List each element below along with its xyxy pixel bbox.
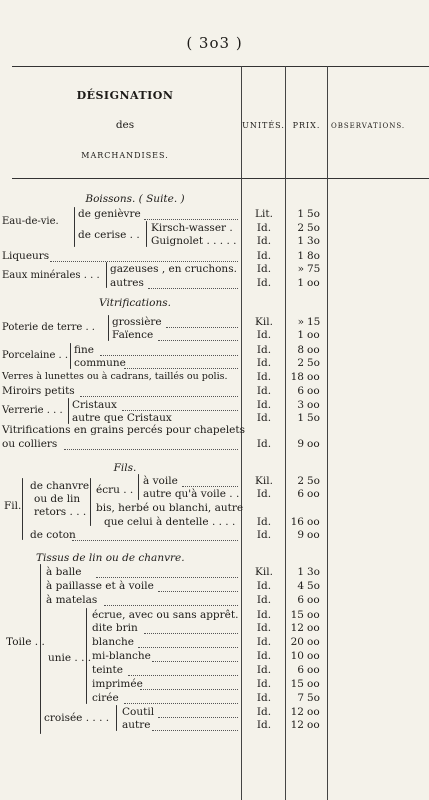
price-francs: 12 — [290, 622, 304, 634]
leader-dots — [158, 340, 238, 341]
price-francs: 18 — [290, 371, 304, 383]
price-francs: 6 — [297, 664, 304, 676]
section-fils: Fils. — [113, 462, 137, 474]
row-unit: Lit. — [255, 208, 273, 220]
row-price — [286, 678, 328, 690]
leader-dots — [64, 449, 238, 450]
row-unit: Id. — [256, 609, 272, 621]
row-price — [286, 580, 328, 592]
page-number: ( 3o3 ) — [186, 34, 243, 52]
price-centimes: 3o — [307, 235, 321, 247]
price-centimes: oo — [307, 488, 320, 500]
price-centimes: oo — [307, 594, 320, 606]
price-centimes: oo — [307, 609, 320, 621]
price-francs: 7 — [297, 692, 304, 704]
row-label: ou colliers — [2, 438, 58, 450]
price-centimes: oo — [307, 650, 320, 662]
price-francs: » — [297, 263, 304, 275]
row-label: Kirsch-wasser . — [151, 222, 233, 234]
row-label: à balle — [46, 566, 82, 578]
group-croisee: croisée . . . . — [44, 712, 110, 724]
price-centimes: 75 — [307, 263, 321, 275]
price-centimes: 15 — [307, 316, 321, 328]
brace-verrerie — [68, 398, 69, 424]
price-centimes: oo — [307, 438, 320, 450]
row-label: que celui à dentelle . . . . — [104, 516, 236, 528]
price-francs: » — [297, 316, 304, 328]
price-centimes: 5o — [307, 412, 321, 424]
group-ou-de-lin: ou de lin — [34, 493, 81, 505]
row-price — [286, 399, 328, 411]
row-price — [286, 371, 328, 383]
group-de-chanvre: de chanvre — [30, 480, 90, 492]
price-francs: 1 — [297, 329, 304, 341]
row-unit: Id. — [256, 622, 272, 634]
price-francs: 1 — [297, 566, 304, 578]
row-label: dite brin — [92, 622, 138, 634]
leader-dots — [152, 661, 238, 662]
row-label: Liqueurs — [2, 250, 50, 262]
row-label: autre que Cristaux — [72, 412, 172, 424]
price-centimes: oo — [307, 344, 320, 356]
brace-croisee — [116, 705, 117, 731]
row-unit: Kil. — [255, 316, 273, 328]
price-francs: 1 — [297, 412, 304, 424]
row-label: gazeuses , en cruchons. — [110, 263, 237, 275]
group-porcelaine: Porcelaine . . — [2, 350, 69, 361]
leader-dots — [96, 577, 238, 578]
row-unit: Id. — [256, 385, 272, 397]
leader-dots — [182, 486, 238, 487]
brace-poterie — [108, 315, 109, 341]
price-francs: 10 — [290, 650, 304, 662]
price-centimes: oo — [307, 678, 320, 690]
price-francs: 9 — [297, 529, 304, 541]
row-unit: Id. — [256, 222, 272, 234]
group-unie: unie . . . — [48, 652, 92, 664]
row-price — [286, 706, 328, 718]
row-price — [286, 719, 328, 731]
group-fil: Fil. — [4, 500, 22, 512]
price-francs: 1 — [297, 208, 304, 220]
row-price — [286, 516, 328, 528]
group-eau-de-vie: Eau-de-vie. — [2, 216, 59, 227]
row-price — [286, 664, 328, 676]
leader-dots — [144, 219, 238, 220]
row-label: bis, herbé ou blanchi, autre — [96, 502, 244, 514]
group-verrerie: Verrerie . . . — [2, 405, 63, 416]
row-unit: Id. — [256, 706, 272, 718]
row-label: à matelas — [46, 594, 98, 606]
row-unit: Kil. — [255, 475, 273, 487]
row-label: mi-blanche — [92, 650, 151, 662]
row-price — [286, 385, 328, 397]
row-price — [286, 316, 328, 328]
header-marchandises: MARCHANDISES. — [81, 151, 169, 160]
price-centimes: oo — [307, 385, 320, 397]
row-label: autre qu'à voile . . — [143, 488, 240, 500]
row-label: fine — [74, 344, 94, 356]
section-vitrifications: Vitrifications. — [99, 297, 171, 309]
brace-porcelaine — [70, 343, 71, 369]
leader-dots — [122, 410, 238, 411]
brace-chanvre — [90, 478, 91, 526]
leader-dots — [72, 540, 238, 541]
row-price — [286, 622, 328, 634]
leader-dots — [148, 288, 238, 289]
section-tissus: Tissus de lin ou de chanvre. — [36, 552, 185, 564]
row-label: Cristaux — [72, 399, 117, 411]
brace-unie — [86, 608, 87, 704]
row-unit: Id. — [256, 719, 272, 731]
row-price — [286, 475, 328, 487]
price-francs: 15 — [290, 678, 304, 690]
price-francs: 1 — [297, 250, 304, 262]
row-label: à voile — [143, 475, 178, 487]
price-francs: 6 — [297, 385, 304, 397]
leader-dots — [158, 591, 238, 592]
row-label: autres — [110, 277, 144, 289]
group-de-cerise: de cerise . . — [78, 229, 140, 241]
leader-dots — [104, 605, 238, 606]
leader-dots — [100, 355, 238, 356]
header-bottom-rule — [12, 178, 429, 179]
price-centimes: oo — [307, 516, 320, 528]
group-ecru: écru . . — [96, 484, 134, 496]
group-poterie: Poterie de terre . . — [2, 322, 95, 333]
row-unit: Id. — [256, 412, 272, 424]
row-price — [286, 357, 328, 369]
group-toile: Toile . . — [6, 636, 45, 648]
row-unit: Id. — [256, 357, 272, 369]
row-unit: Id. — [256, 636, 272, 648]
price-centimes: 5o — [307, 475, 321, 487]
row-price — [286, 650, 328, 662]
row-label: de coton — [30, 529, 76, 541]
row-unit: Id. — [256, 650, 272, 662]
price-centimes: 3o — [307, 566, 321, 578]
row-unit: Id. — [256, 580, 272, 592]
price-francs: 1 — [297, 277, 304, 289]
brace-fil — [22, 478, 23, 540]
price-centimes: 5o — [307, 208, 321, 220]
price-francs: 12 — [290, 706, 304, 718]
row-price — [286, 277, 328, 289]
price-francs: 6 — [297, 488, 304, 500]
leader-dots — [166, 327, 238, 328]
row-price — [286, 529, 328, 541]
price-centimes: 5o — [307, 357, 321, 369]
row-label: grossière — [112, 316, 162, 328]
header-observations: OBSERVATIONS. — [331, 122, 406, 130]
brace-eaux-minerales — [106, 262, 107, 288]
row-unit: Id. — [256, 250, 272, 262]
price-centimes: oo — [307, 719, 320, 731]
price-centimes: oo — [307, 636, 320, 648]
row-label: imprimée — [92, 678, 143, 690]
row-unit: Id. — [256, 371, 272, 383]
group-retors: retors . . . — [34, 506, 87, 518]
row-unit: Kil. — [255, 566, 273, 578]
row-price — [286, 235, 328, 247]
price-francs: 6 — [297, 594, 304, 606]
table-top-rule — [12, 66, 429, 67]
price-centimes: oo — [307, 329, 320, 341]
brace-toile — [40, 564, 41, 734]
row-unit: Id. — [256, 692, 272, 704]
row-label: autre — [122, 719, 151, 731]
row-unit: Id. — [256, 516, 272, 528]
row-unit: Id. — [256, 664, 272, 676]
row-unit: Id. — [256, 263, 272, 275]
header-des: des — [115, 119, 135, 131]
row-unit: Id. — [256, 438, 272, 450]
row-label: Guignolet . . . . . — [151, 235, 237, 247]
brace-de-cerise — [146, 221, 147, 247]
row-label: Verres à lunettes ou à cadrans, taillés ou polis. — [2, 371, 228, 382]
row-unit: Id. — [256, 529, 272, 541]
price-centimes: 5o — [307, 692, 321, 704]
leader-dots — [158, 717, 238, 718]
row-price — [286, 208, 328, 220]
group-eaux-minerales: Eaux minérales . . . — [2, 270, 100, 281]
row-unit: Id. — [256, 344, 272, 356]
price-francs: 20 — [290, 636, 304, 648]
price-francs: 4 — [297, 580, 304, 592]
row-price — [286, 594, 328, 606]
leader-dots — [138, 647, 238, 648]
row-label: Faïence — [112, 329, 154, 341]
row-price — [286, 609, 328, 621]
leader-dots — [80, 396, 238, 397]
row-label: cirée — [92, 692, 119, 704]
row-price — [286, 250, 328, 262]
row-unit: Id. — [256, 488, 272, 500]
header-unites: UNITÉS. — [242, 121, 285, 130]
row-label: à paillasse et à voile — [46, 580, 154, 592]
leader-dots — [50, 261, 238, 262]
leader-dots — [124, 368, 238, 369]
brace-ecru — [138, 474, 139, 500]
price-centimes: 5o — [307, 580, 321, 592]
price-francs: 16 — [290, 516, 304, 528]
row-label: commune — [74, 357, 126, 369]
row-label: blanche — [92, 636, 134, 648]
row-unit: Id. — [256, 277, 272, 289]
row-price — [286, 636, 328, 648]
header-prix: PRIX. — [292, 121, 321, 130]
leader-dots — [140, 689, 238, 690]
row-unit: Id. — [256, 329, 272, 341]
leader-dots — [128, 675, 238, 676]
price-francs: 9 — [297, 438, 304, 450]
price-centimes: 8o — [307, 250, 321, 262]
price-francs: 2 — [297, 475, 304, 487]
row-label: teinte — [92, 664, 123, 676]
row-unit: Id. — [256, 594, 272, 606]
price-centimes: oo — [307, 622, 320, 634]
price-francs: 1 — [297, 235, 304, 247]
price-francs: 2 — [297, 357, 304, 369]
row-price — [286, 329, 328, 341]
leader-dots — [144, 633, 238, 634]
price-francs: 2 — [297, 222, 304, 234]
row-label: Coutil — [122, 706, 155, 718]
row-price — [286, 222, 328, 234]
price-centimes: oo — [307, 664, 320, 676]
row-label: Vitrifications en grains percés pour chapelets — [2, 424, 246, 436]
row-label: de genièvre — [78, 208, 141, 220]
row-price — [286, 344, 328, 356]
row-price — [286, 263, 328, 275]
price-francs: 8 — [297, 344, 304, 356]
brace-eau-de-vie — [74, 207, 75, 247]
price-centimes: oo — [307, 371, 320, 383]
leader-dots — [124, 703, 238, 704]
price-centimes: oo — [307, 529, 320, 541]
row-price — [286, 412, 328, 424]
price-francs: 15 — [290, 609, 304, 621]
row-price — [286, 438, 328, 450]
price-francs: 3 — [297, 399, 304, 411]
row-price — [286, 692, 328, 704]
price-centimes: oo — [307, 706, 320, 718]
header-designation: DÉSIGNATION — [76, 89, 174, 102]
row-price — [286, 488, 328, 500]
price-centimes: 5o — [307, 222, 321, 234]
price-centimes: oo — [307, 399, 320, 411]
price-centimes: oo — [307, 277, 320, 289]
row-label: Miroirs petits — [2, 385, 75, 397]
row-unit: Id. — [256, 678, 272, 690]
price-francs: 12 — [290, 719, 304, 731]
row-price — [286, 566, 328, 578]
row-unit: Id. — [256, 399, 272, 411]
row-unit: Id. — [256, 235, 272, 247]
section-boissons: Boissons. ( Suite. ) — [85, 193, 185, 205]
leader-dots — [152, 730, 238, 731]
row-label: écrue, avec ou sans apprêt. — [92, 609, 239, 621]
